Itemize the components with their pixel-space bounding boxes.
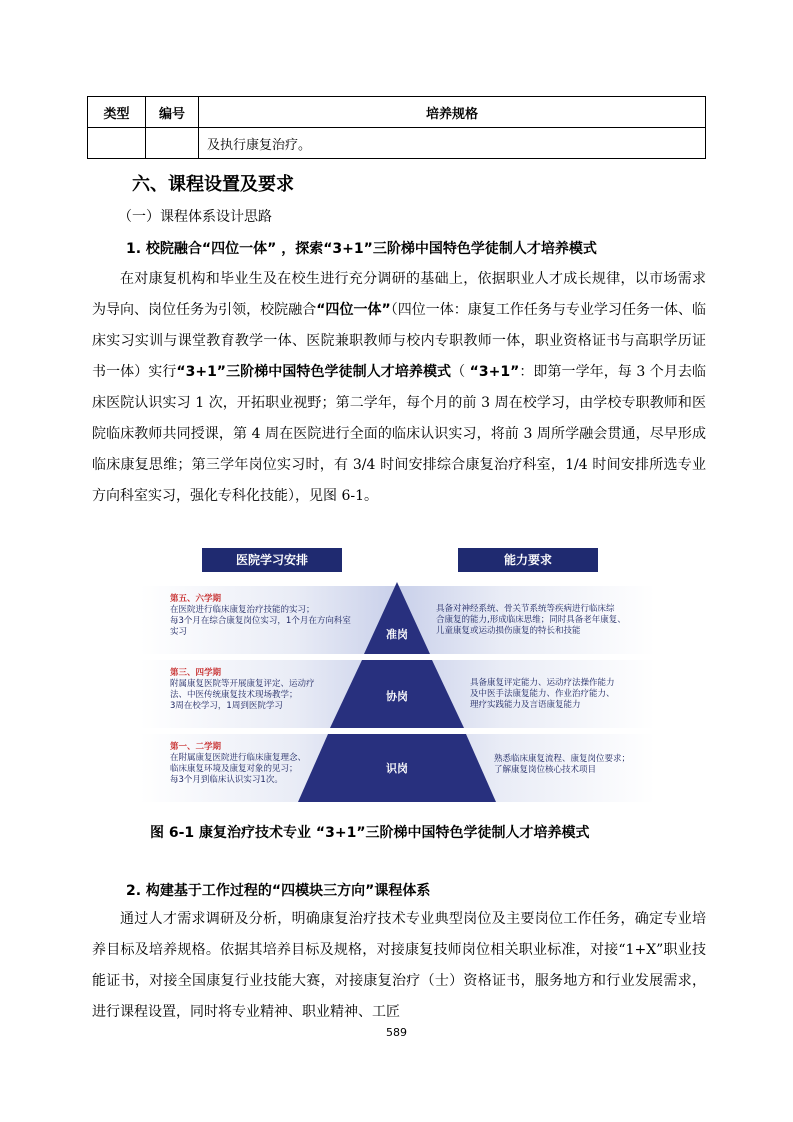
table-cell-type bbox=[88, 128, 146, 159]
paragraph-1: 在对康复机构和毕业生及在校生进行充分调研的基础上，依据职业人才成长规律，以市场需求为导向、岗位任务为引领，校院融合“四位一体”（四位一体：康复工作任务与专业学习任务一体、临床实习实训与课堂教育教学一体、医院兼职教师与校内专职教师一体，职业资格证书与高职学历证书一体）实行“3+1”三阶梯中国特色学徒制人才培养模式（ “3+1”：即第一学年，每 3 个月去临床医院认识实习 1 次，开拓职业视野；第二学年，每个月的前 3 周在校学习，由学校专职教师和医院临床教师共同授课，第 4 周在医院进行全面的临床认识实习，将前 3 周所学融会贯通，尽早形成临床康复思维；第三学年岗位实习时，有 3/4 时间安排综合康复治疗科室，1/4 时间安排所选专业方向科室实习，强化专科化技能），见图 6-1。 bbox=[92, 271, 707, 504]
table-header-type: 类型 bbox=[88, 97, 146, 128]
table-row bbox=[88, 128, 706, 159]
tier-label-middle: 协岗 bbox=[386, 690, 408, 703]
tier-bottom-abilities: 熟悉临床康复流程、康复岗位要求； 了解康复岗位核心技术项目 bbox=[494, 754, 631, 775]
left-header: 医院学习安排 bbox=[202, 548, 342, 572]
section-title: 六、课程设置及要求 bbox=[132, 174, 294, 195]
figure-caption: 图 6-1 康复治疗技术专业 “3+1”三阶梯中国特色学徒制人才培养模式 bbox=[150, 825, 590, 841]
table-header-spec: 培养规格 bbox=[199, 97, 706, 128]
tier-top-abilities: 具备对神经系统、骨关节系统等疾病进行临床综 合康复的能力,形成临床思维；同时具备老年康复、 儿童康复或运动损伤康复的特长和技能 bbox=[436, 604, 626, 636]
figure-pyramid-model bbox=[140, 548, 655, 810]
training-spec-table bbox=[87, 96, 706, 159]
tier-middle-abilities: 具备康复评定能力、运动疗法操作能力 及中医手法康复能力、作业治疗能力、 理疗实践能力及言语康复能力 bbox=[470, 678, 615, 710]
paragraph-2: 通过人才需求调研及分析，明确康复治疗技术专业典型岗位及主要岗位工作任务，确定专业培养目标及培养规格。依据其培养目标及规格，对接康复技师岗位相关职业标准，对接“1+X”职业技能证书，对接全国康复行业技能大赛，对接康复治疗（士）资格证书，服务地方和行业发展需求，进行课程设置，同时将专业精神、职业精神、工匠 bbox=[92, 911, 706, 1020]
page-number: 589 bbox=[386, 1026, 407, 1039]
table-header-number: 编号 bbox=[146, 97, 199, 128]
subsection-title: （一）课程体系设计思路 bbox=[118, 209, 272, 225]
tier-middle-schedule: 第三、四学期 附属康复医院等开展康复评定、运动疗 法、中医传统康复技术现场教学； 3周在校学习，1周到医院学习 bbox=[170, 668, 315, 711]
table-cell-spec: 及执行康复治疗。 bbox=[199, 128, 706, 159]
table-cell-number bbox=[146, 128, 199, 159]
point2-title: 2. 构建基于工作过程的“四模块三方向”课程体系 bbox=[126, 883, 431, 899]
tier-label-top: 准岗 bbox=[386, 628, 408, 641]
tier-label-bottom: 识岗 bbox=[386, 762, 408, 775]
table-header-row bbox=[88, 97, 706, 128]
tier-bottom-schedule: 第一、二学期 在附属康复医院进行临床康复理念、 临床康复环境及康复对象的见习； 每3个月到临床认识实习1次。 bbox=[170, 742, 307, 785]
point1-title: 1. 校院融合“四位一体” ，探索“3+1”三阶梯中国特色学徒制人才培养模式 bbox=[126, 241, 597, 257]
tier-top-schedule: 第五、六学期 在医院进行临床康复治疗技能的实习； 每3个月在综合康复岗位实习，1个月在方向科室 实习 bbox=[170, 594, 351, 637]
right-header: 能力要求 bbox=[458, 548, 598, 572]
